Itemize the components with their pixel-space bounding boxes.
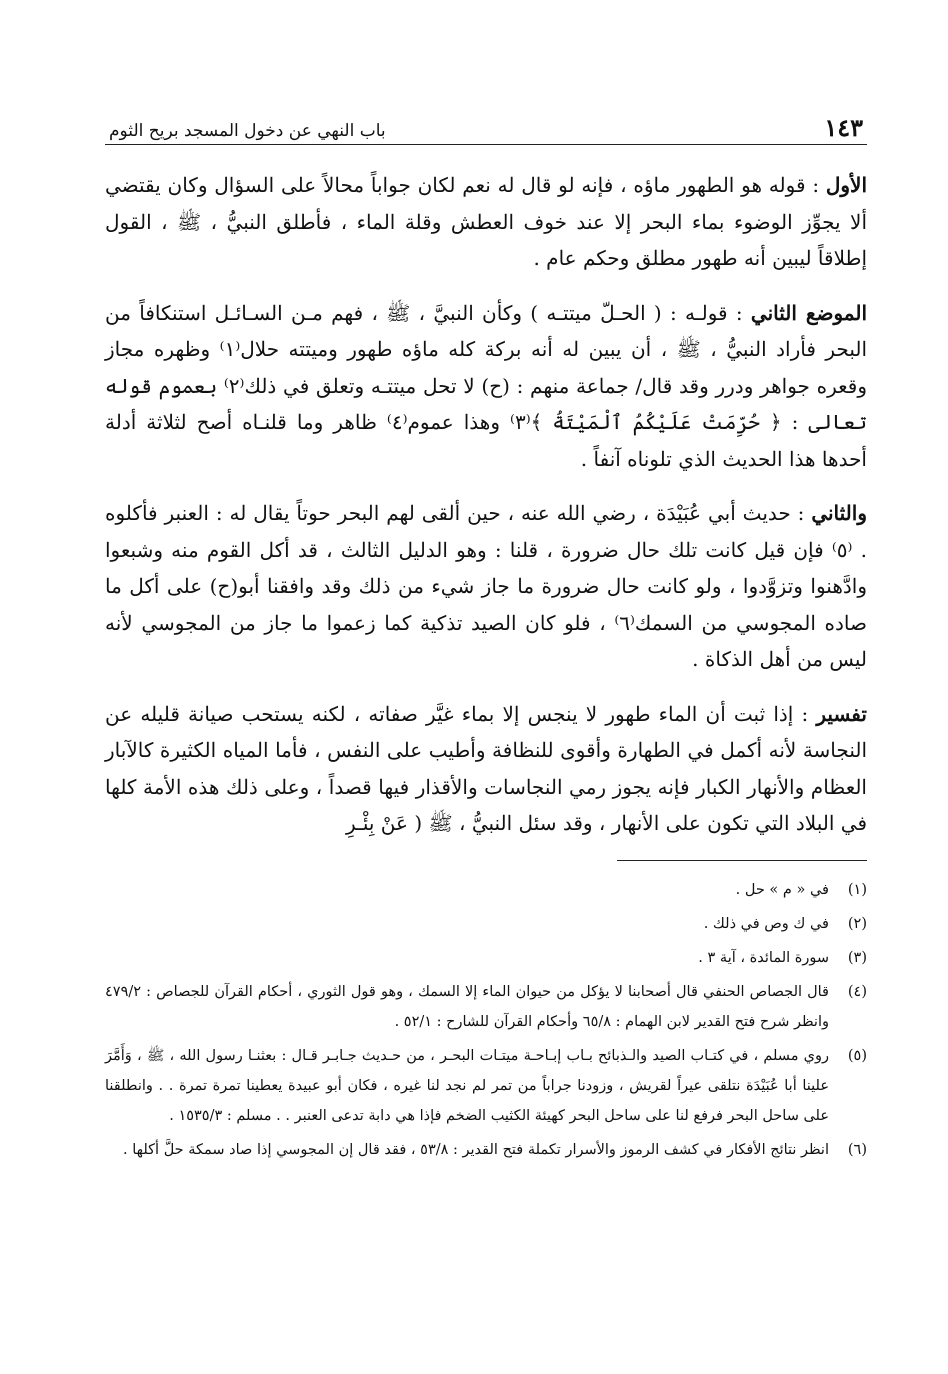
footnote <box>105 977 867 1037</box>
footnote <box>105 909 867 939</box>
footnotes <box>105 875 867 1165</box>
paragraph <box>105 696 867 842</box>
footnote-number: (٥) <box>847 1048 867 1064</box>
footnote-text: في « م » حل . <box>735 882 829 898</box>
footnote-divider <box>617 860 867 862</box>
footnote-text: روي مسلم ، في كتـاب الصيد والـذبائح بـاب إبـاحـة ميتـات البحـر ، من حـديث جـابـر قـال : بعثنـا رسول الله ، ﷺ ، وَأَمَّرَ علينا أبا عُبَيْدَة نتلقى عيراً لقريش ، وزودنا جراباً من تمر لم نجد لنا غيره ، فكان أبو عبيدة يعطينا تمرة تمرة . . وانطلقنا على ساحل البحر فرفع لنا على ساحل البحر كهيئة الكثيب الضخم فإذا هي دابة تدعى العنبر . . مسلم : ١٥٣٥/٣ . <box>105 1048 829 1124</box>
page-number: ١٤٣ <box>824 113 863 142</box>
paragraph <box>105 295 867 478</box>
paragraph <box>105 495 867 678</box>
footnote <box>105 943 867 973</box>
footnote-number: (٦) <box>847 1142 867 1158</box>
footnote-text: انظر نتائج الأفكار في كشف الرموز والأسرار تكملة فتح القدير : ٥٣/٨ ، فقد قال إن المجوسي إذا صاد سمكة حلَّ أكلها . <box>123 1142 829 1158</box>
paragraph-lead: الأول <box>825 173 867 197</box>
main-text <box>105 167 867 842</box>
footnote-number: (٢) <box>847 916 867 932</box>
footnote <box>105 875 867 905</box>
footnote-number: (٤) <box>847 984 867 1000</box>
footnote <box>105 1041 867 1131</box>
paragraph-lead: الموضع الثاني <box>750 300 868 325</box>
paragraph-lead: تفسير <box>816 701 867 726</box>
paragraph-text: : إذا ثبت أن الماء طهور لا ينجس إلا بماء غيَّر صفاته ، لكنه يستحب صيانة قليله عن النجاسة لأنه أكمل في الطهارة وأقوى للنظافة وأطيب على النفس ، فأما المياه الكثيرة كالآبار العظام والأنهار الكبار فإنه يجوز رمي النجاسات والأقذار فيها قصداً ، وعلى ذلك هذه الأمة كلها في البلاد التي تكون على الأنهار ، وقد سئل النبيُّ ، ﷺ ( عَنْ بِئْـرِ <box>105 701 867 835</box>
paragraph-lead: والثاني <box>811 501 867 525</box>
footnote-number: (١) <box>847 882 867 898</box>
footnote-text: قال الجصاص الحنفي قال أصحابنا لا يؤكل من حيوان الماء إلا السمك ، وهو قول الثوري ، أحكام القرآن للجصاص : ٤٧٩/٢ وانظر شرح فتح القدير لابن الهمام : ٦٥/٨ وأحكام القرآن للشارح : ٥٢/١ . <box>105 984 829 1030</box>
paragraph-text: : حديث أبي عُبَيْدَة ، رضي الله عنه ، حين ألقى لهم البحر حوتاً يقال له : العنبر فأكلوه . ⁽٥⁾ فإن قيل كانت تلك حال ضرورة ، قلنا : وهو الدليل الثالث ، قد أكل القوم منه وشبعوا وادَّهنوا وتزوَّدوا ، ولو كانت حال ضرورة ما جاز شيء من ذلك وقد وافقنا أبو(ح) على أكل ما صاده المجوسي من السمك⁽٦⁾ ، فلو كان الصيد تذكية كما زعموا ما جاز من المجوسي لأنه ليس من أهل الذكاة . <box>105 501 867 671</box>
paragraph-text: : قوله هو الطهور ماؤه ، فإنه لو قال له نعم لكان جواباً محالاً على السؤال وكان يقتضي ألا يجوِّز الوضوء بماء البحر إلا عند خوف العطش وقلة الماء ، فأطلق النبيُّ ، ﷺ ، القول إطلاقاً ليبين أنه طهور مطلق وحكم عام . <box>105 173 867 270</box>
footnote-text: في ك وص في ذلك . <box>703 916 829 932</box>
footnote-number: (٣) <box>847 950 867 966</box>
paragraph-text: : قولـه : ( الحـلّ ميتتـه ) وكأن النبيَّ ، ﷺ ، فهم مـن السـائـل استنكافاً من البحر فأراد النبيُّ ، ﷺ ، أن يبين له أنه بركة كله ماؤه طهور وميتته حلال⁽١⁾ وظهره مجاز وقعره جواهر ودرر وقد قال/ جماعة منهم : (ح) لا تحل ميتتـه وتعلق في ذلك⁽٢⁾ بعموم قوله تعالى : ﴿ حُرِّمَتْ عَلَيْكُمُ ٱلْمَيْتَةُ ﴾⁽٣⁾ وهذا عموم⁽٤⁾ ظاهر وما قلنـاه أصح لثلاثة أدلة أحدها هذا الحديث الذي تلوناه آنفاً . <box>105 300 868 471</box>
page-header <box>105 100 867 145</box>
footnote <box>105 1135 867 1165</box>
book-page <box>105 100 867 1169</box>
footnote-text: سورة المائدة ، آية ٣ . <box>698 950 829 966</box>
paragraph <box>105 167 867 277</box>
running-title: باب النهي عن دخول المسجد بريح الثوم <box>109 121 386 141</box>
